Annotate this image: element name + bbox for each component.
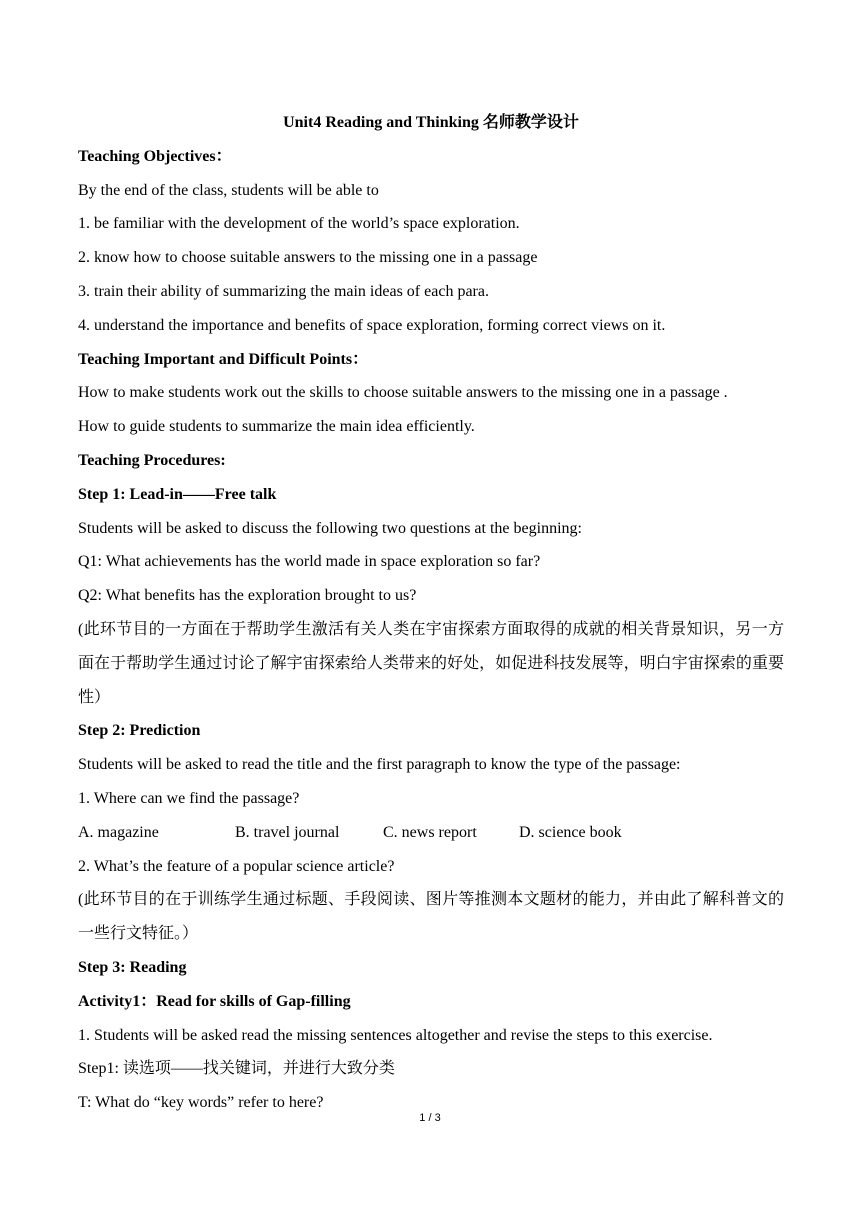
procedures-heading: Teaching Procedures: [78, 451, 226, 469]
step2-intro: Students will be asked to read the title and the first paragraph to know the type of the passage: [78, 756, 681, 774]
step1-question-1: Q1: What achievements has the world made in space exploration so far? [78, 553, 541, 571]
step1-intro: Students will be asked to discuss the following two questions at the beginning: [78, 519, 582, 537]
objectives-intro: By the end of the class, students will be able to [78, 181, 379, 199]
step3-sub-step-1: Step1: 读选项——找关键词，并进行大致分类 [78, 1060, 395, 1078]
option-d: D. science book [519, 823, 622, 841]
objective-item: 3. train their ability of summarizing the main ideas of each para. [78, 282, 489, 300]
activity1-heading: Activity1：Read for skills of Gap-filling [78, 992, 351, 1010]
objective-item: 1. be familiar with the development of the world’s space exploration. [78, 215, 520, 233]
objective-item: 2. know how to choose suitable answers to the missing one in a passage [78, 249, 538, 267]
page-number: 1 / 3 [419, 1112, 441, 1124]
step1-question-2: Q2: What benefits has the exploration brought to us? [78, 587, 417, 605]
step3-heading: Step 3: Reading [78, 958, 187, 976]
step1-note: (此环节目的一方面在于帮助学生激活有关人类在宇宙探索方面取得的成就的相关背景知识，另一方面在于帮助学生通过讨论了解宇宙探索给人类带来的好处，如促进科技发展等，明白宇宙探索的重要性） [78, 620, 784, 706]
step2-heading: Step 2: Prediction [78, 722, 201, 740]
point-item: How to guide students to summarize the main idea efficiently. [78, 418, 475, 436]
points-heading: Teaching Important and Difficult Points： [78, 350, 369, 368]
objective-item: 4. understand the importance and benefits of space exploration, forming correct views on it. [78, 316, 666, 334]
answer-options [78, 816, 784, 850]
teacher-question: T: What do “key words” refer to here? [78, 1094, 324, 1112]
document-page [78, 106, 784, 1120]
step2-question-2: 2. What’s the feature of a popular science article? [78, 857, 395, 875]
point-item: How to make students work out the skills to choose suitable answers to the missing one in a passage . [78, 384, 728, 402]
step2-question-1: 1. Where can we find the passage? [78, 789, 300, 807]
step1-heading: Step 1: Lead-in——Free talk [78, 485, 277, 503]
objectives-heading: Teaching Objectives： [78, 147, 232, 165]
option-c: C. news report [383, 823, 477, 841]
step2-note: (此环节目的在于训练学生通过标题、手段阅读、图片等推测本文题材的能力，并由此了解科普文的一些行文特征。） [78, 891, 784, 943]
step3-item-1: 1. Students will be asked read the missing sentences altogether and revise the steps to this exercise. [78, 1026, 713, 1044]
option-a: A. magazine [78, 823, 159, 841]
document-title: Unit4 Reading and Thinking 名师教学设计 [283, 114, 579, 131]
option-b: B. travel journal [235, 823, 340, 841]
